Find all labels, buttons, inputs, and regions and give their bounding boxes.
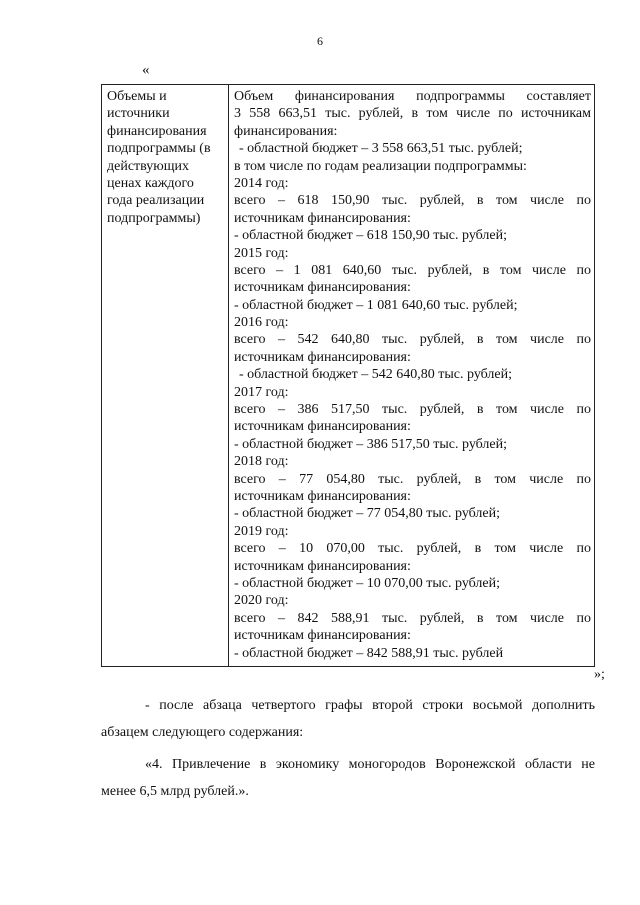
right-cell-line: - областной бюджет – 3 558 663,51 тыс. рублей; xyxy=(239,141,523,157)
amendment-paragraph xyxy=(101,692,595,746)
right-cell-line: 2017 год: xyxy=(234,384,289,400)
right-cell-line: источникам финансирования: xyxy=(234,488,411,504)
right-cell-line: источникам финансирования: xyxy=(234,628,411,644)
inserted-paragraph xyxy=(101,751,595,805)
right-cell-line: в том числе по годам реализации подпрограммы: xyxy=(234,158,527,174)
paragraph-line: «4. Привлечение в экономику моногородов Воронежской области не xyxy=(145,757,595,772)
left-cell-line: действующих xyxy=(107,158,190,174)
right-cell-line: 2014 год: xyxy=(234,175,289,191)
table-column-divider xyxy=(228,85,229,666)
left-cell-line: подпрограммы) xyxy=(107,210,201,226)
left-cell-line: подпрограммы (в xyxy=(107,141,211,157)
right-cell-line: 3 558 663,51 тыс. рублей, в том числе по источникам xyxy=(234,106,591,122)
right-cell-line: всего – 842 588,91 тыс. рублей, в том числе по xyxy=(234,610,591,626)
left-cell-line: года реализации xyxy=(107,193,205,209)
right-cell-line: - областной бюджет – 618 150,90 тыс. рублей; xyxy=(234,228,507,244)
closing-quote-mark: »; xyxy=(594,667,605,682)
right-cell-line: 2020 год: xyxy=(234,593,289,609)
right-cell-line: 2015 год: xyxy=(234,245,289,261)
right-cell-line: - областной бюджет – 10 070,00 тыс. рублей; xyxy=(234,575,500,591)
right-cell-line: 2018 год: xyxy=(234,454,289,470)
table-left-cell xyxy=(107,88,225,227)
paragraph-line: абзацем следующего содержания: xyxy=(101,725,304,740)
left-cell-line: источники xyxy=(107,106,170,122)
right-cell-line: источникам финансирования: xyxy=(234,280,411,296)
right-cell-line: - областной бюджет – 386 517,50 тыс. рублей; xyxy=(234,436,507,452)
right-cell-line: - областной бюджет – 842 588,91 тыс. рублей xyxy=(234,645,504,661)
right-cell-line: финансирования: xyxy=(234,123,338,139)
right-cell-line: Объем финансирования подпрограммы составляет xyxy=(234,89,591,104)
right-cell-line: источникам финансирования: xyxy=(234,349,411,365)
right-cell-line: - областной бюджет – 77 054,80 тыс. рублей; xyxy=(234,506,500,522)
right-cell-line: источникам финансирования: xyxy=(234,419,411,435)
right-cell-line: всего – 77 054,80 тыс. рублей, в том числе по xyxy=(234,471,591,487)
left-cell-line: финансирования xyxy=(107,123,207,139)
right-cell-line: всего – 1 081 640,60 тыс. рублей, в том числе по xyxy=(234,262,591,278)
paragraph-line: - после абзаца четвертого графы второй строки восьмой дополнить xyxy=(145,698,595,713)
right-cell-line: всего – 10 070,00 тыс. рублей, в том числе по xyxy=(234,541,591,557)
financing-table xyxy=(101,84,595,667)
table-right-cell xyxy=(234,88,591,662)
right-cell-line: всего – 386 517,50 тыс. рублей, в том числе по xyxy=(234,402,591,418)
opening-quote-mark: « xyxy=(142,62,150,78)
right-cell-line: источникам финансирования: xyxy=(234,210,411,226)
left-cell-line: ценах каждого xyxy=(107,176,194,192)
left-cell-line: Объемы и xyxy=(107,89,167,104)
right-cell-line: всего – 618 150,90 тыс. рублей, в том числе по xyxy=(234,193,591,209)
page-number: 6 xyxy=(317,34,323,48)
right-cell-line: всего – 542 640,80 тыс. рублей, в том числе по xyxy=(234,332,591,348)
right-cell-line: - областной бюджет – 1 081 640,60 тыс. рублей; xyxy=(234,297,518,313)
right-cell-line: - областной бюджет – 542 640,80 тыс. рублей; xyxy=(239,367,512,383)
right-cell-line: источникам финансирования: xyxy=(234,558,411,574)
right-cell-line: 2016 год: xyxy=(234,315,289,331)
right-cell-line: 2019 год: xyxy=(234,523,289,539)
paragraph-line: менее 6,5 млрд рублей.». xyxy=(101,784,249,799)
